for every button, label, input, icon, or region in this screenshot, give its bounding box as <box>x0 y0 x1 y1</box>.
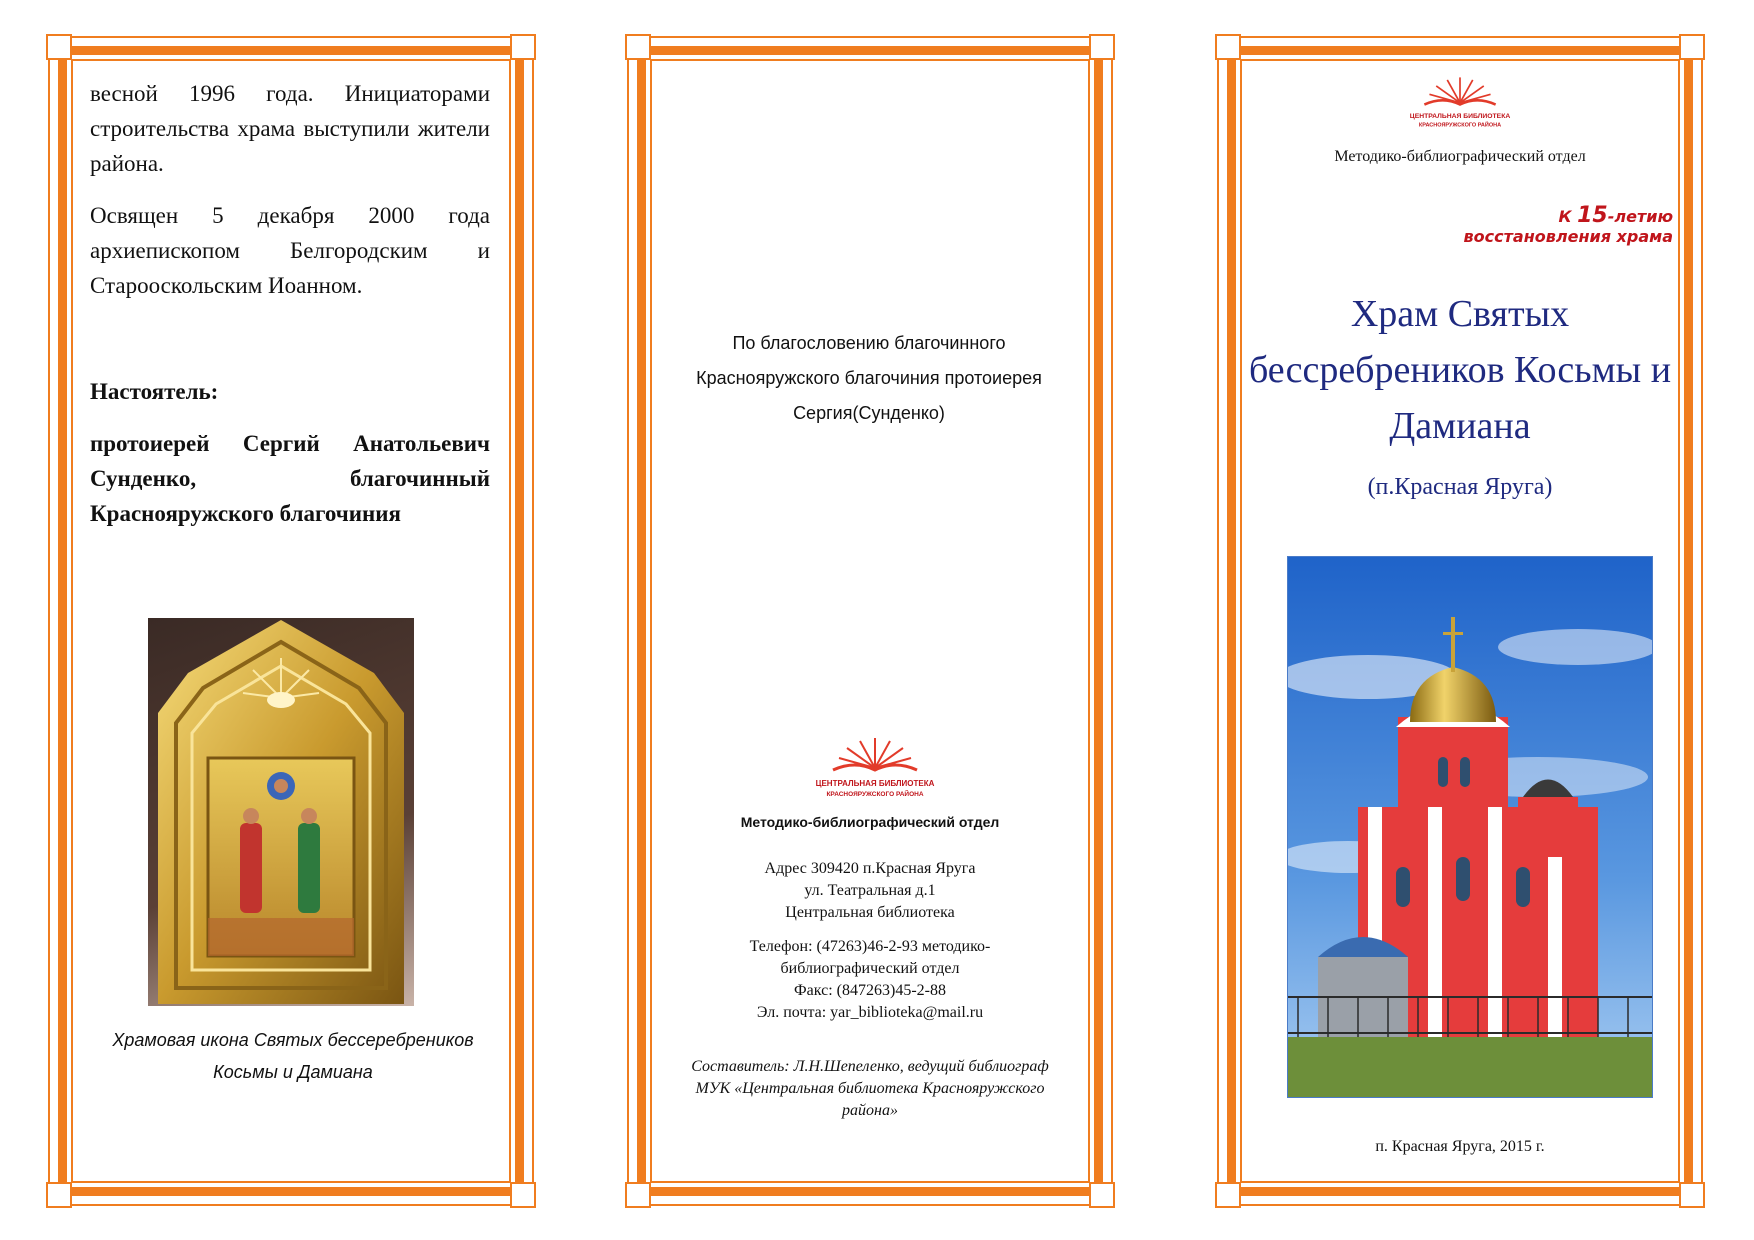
anniversary-line2: восстановления храма <box>1463 227 1673 246</box>
temple-icon-photo <box>148 618 414 1006</box>
blessing-text: По благословению благочинного Краснояружского благочиния протоиерея Сергия(Сунденко) <box>696 333 1042 423</box>
church-illustration <box>1288 557 1652 1097</box>
icon-illustration <box>148 618 414 1006</box>
history-paragraph-2: Освящен 5 декабря 2000 года архиепископом Белгородским и Старооскольским Иоанном. <box>90 203 490 298</box>
anniversary-note <box>1463 203 1673 247</box>
sunrise-book-icon <box>815 734 935 800</box>
panel-left <box>48 36 534 1206</box>
frame-corner <box>1679 1182 1705 1208</box>
icon-caption: Храмовая икона Святых бессеребреников Косьмы и Дамиана <box>112 1030 474 1082</box>
logo-text-1: ЦЕНТРАЛЬНАЯ БИБЛИОТЕКА <box>1409 113 1511 121</box>
department-label: Методико-библиографический отдел <box>1334 148 1586 165</box>
logo-text-2: КРАСНОЯРУЖСКОГО РАЙОНА <box>826 791 924 798</box>
phone-text: Телефон: (47263)46-2-93 методико-библиографический отдел <box>749 938 991 977</box>
address-line: ул. Театральная д.1 <box>804 882 936 899</box>
frame-corner <box>1089 1182 1115 1208</box>
place-and-year: п. Красная Яруга, 2015 г. <box>1375 1138 1545 1155</box>
frame-corner <box>510 34 536 60</box>
contact-block <box>667 936 1073 1024</box>
church-photo <box>1287 556 1653 1098</box>
library-logo <box>815 734 935 805</box>
frame-corner <box>1215 1182 1241 1208</box>
frame-corner <box>1215 34 1241 60</box>
frame-corner <box>625 34 651 60</box>
rector-text: протоиерей Сергий Анатольевич Сунденко, благочинный Краснояружского благочиния <box>90 431 490 526</box>
frame-corner <box>510 1182 536 1208</box>
department-label: Методико-библиографический отдел <box>740 814 1000 830</box>
history-paragraph-1: весной 1996 года. Инициаторами строительства храма выступили жители района. <box>90 81 490 176</box>
address-block <box>667 858 1073 924</box>
frame-corner <box>1679 34 1705 60</box>
address-line: Адрес 309420 п.Красная Яруга <box>764 860 976 877</box>
frame-corner <box>625 1182 651 1208</box>
frame-corner <box>46 34 72 60</box>
address-line: Центральная библиотека <box>785 904 955 921</box>
brochure-subtitle: (п.Красная Яруга) <box>1367 474 1553 500</box>
panel-right <box>1217 36 1703 1206</box>
logo-text-2: КРАСНОЯРУЖСКОГО РАЙОНА <box>1418 122 1502 129</box>
logo-text-1: ЦЕНТРАЛЬНАЯ БИБЛИОТЕКА <box>815 779 935 788</box>
anniversary-number: 15 <box>1577 203 1608 228</box>
library-logo <box>1405 74 1515 135</box>
rector-label: Настоятель: <box>90 379 219 404</box>
fax-text: Факс: (847263)45-2-88 <box>794 982 946 999</box>
compiler-text: Составитель: Л.Н.Шепеленко, ведущий библиограф МУК «Центральная библиотека Краснояружского района» <box>691 1058 1049 1119</box>
frame-corner <box>46 1182 72 1208</box>
brochure-title: Храм Святых бессребреников Косьмы и Дамиана <box>1248 293 1672 447</box>
anniversary-suffix: -летию <box>1607 207 1673 226</box>
sunrise-book-icon <box>1405 74 1515 130</box>
email-text: Эл. почта: yar_biblioteka@mail.ru <box>756 1004 984 1021</box>
panel-middle <box>627 36 1113 1206</box>
anniversary-prefix: К <box>1558 207 1578 226</box>
frame-corner <box>1089 34 1115 60</box>
